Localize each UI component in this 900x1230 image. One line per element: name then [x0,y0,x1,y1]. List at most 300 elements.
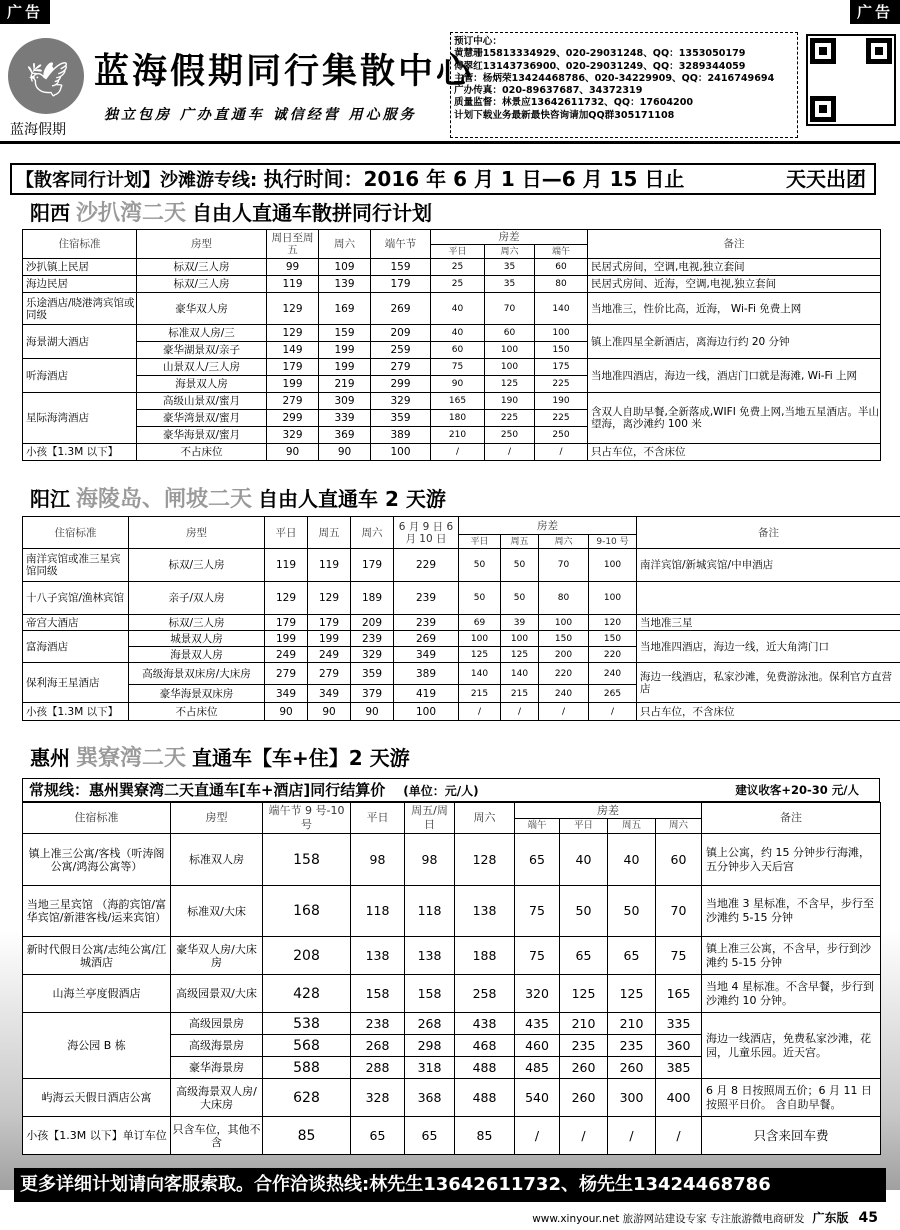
price: 260 [560,1057,608,1079]
seagull-icon: 🕊 [26,60,70,100]
price: 60 [656,834,702,886]
price: 329 [371,393,431,410]
table-row [23,549,900,582]
col-header: 周六 [455,803,515,834]
price: 75 [431,359,485,376]
price: 60 [535,259,588,276]
table-row [23,834,881,886]
col-header: 周日至周五 [267,230,319,259]
price: 100 [589,582,637,615]
price: 128 [455,834,515,886]
contact-line: 质量监督：林景应13642611732、QQ：17604200 [454,97,694,109]
price: 98 [351,834,405,886]
price: 150 [589,631,637,647]
price: 69 [459,615,501,631]
contact-box [450,32,798,138]
price: / [539,703,589,721]
price: 100 [539,615,589,631]
remark: 民居式房间，空调,电视,独立套间 [588,259,881,276]
price: 90 [351,703,394,721]
table-row [23,1013,881,1035]
hotel-name: 星际海湾酒店 [23,393,137,444]
ad-tag-right: 广告 [850,0,900,24]
price: 158 [263,834,351,886]
price: 329 [267,427,319,444]
col-subheader: 平日 [459,535,501,549]
price: 588 [263,1057,351,1079]
price: 628 [263,1079,351,1117]
price: 125 [459,647,501,663]
price: 369 [319,427,371,444]
table-row [23,325,881,342]
page-number: 45 [858,1210,878,1226]
section1-dest: 沙扒湾二天 [76,201,187,226]
price: 349 [394,647,459,663]
price: 299 [371,376,431,393]
col-header: 房差 [431,230,588,245]
page-footer [532,1208,878,1229]
room-type: 不占床位 [137,444,267,461]
price: 158 [405,975,455,1013]
section1-place: 阳西 [30,201,70,225]
price: 75 [656,937,702,975]
price: 389 [371,427,431,444]
room-type: 不占床位 [129,703,265,721]
table-row [23,393,881,410]
price: 258 [455,975,515,1013]
col-subheader: 平日 [431,245,485,259]
huizhou-price-table [22,802,881,1155]
price: 140 [459,663,501,685]
room-type: 高级山景双/蜜月 [137,393,267,410]
header [0,24,900,144]
room-type: 山景双人/三人房 [137,359,267,376]
price: 210 [608,1013,656,1035]
price: 90 [267,444,319,461]
price: 25 [431,276,485,293]
price: 60 [431,342,485,359]
hotel-name: 乐途酒店/晓港湾宾馆或同级 [23,293,137,325]
price: 250 [485,427,535,444]
price: 249 [308,647,351,663]
price: 109 [319,259,371,276]
room-type: 标双/三人房 [129,549,265,582]
price: 225 [485,410,535,427]
price: 468 [455,1035,515,1057]
remark: 当地准 3 星标准，不含早，步行至沙滩约 5-15 分钟 [702,886,881,937]
col-subheader: 周六 [539,535,589,549]
price: 220 [539,663,589,685]
price: 100 [589,549,637,582]
price: 200 [539,647,589,663]
price: 100 [459,631,501,647]
price: 538 [263,1013,351,1035]
price: 210 [560,1013,608,1035]
contact-line: 傅翠红13143736900、020-29031249、QQ：3289344059 [454,60,746,72]
logo [8,38,84,114]
price: 100 [394,703,459,721]
price: 90 [308,703,351,721]
price: 400 [656,1079,702,1117]
remark: 民居式房间、近海，空调,电视,独立套间 [588,276,881,293]
price: 120 [589,615,637,631]
col-header: 房差 [515,803,702,819]
price: 225 [535,410,588,427]
col-header: 周五/周日 [405,803,455,834]
price: 235 [560,1035,608,1057]
price: 119 [265,549,308,582]
remark: 镇上准四星全新酒店，离海边行约 20 分钟 [588,325,881,359]
price: 119 [267,276,319,293]
price: / [515,1117,560,1155]
price: 239 [394,582,459,615]
banner-daily: 天天出团 [786,167,866,191]
room-type: 豪华湖景双/亲子 [137,342,267,359]
ad-tag-left: 广告 [0,0,50,24]
remark: 镇上公寓，约 15 分钟步行海滩，五分钟步入天后宫 [702,834,881,886]
price: 125 [560,975,608,1013]
section2-place: 阳江 [30,487,70,511]
room-type: 标双/三人房 [137,276,267,293]
price: 70 [656,886,702,937]
price: 129 [308,582,351,615]
hotel-name: 海景湖大酒店 [23,325,137,359]
hotel-name: 当地三星宾馆 （海韵宾馆/富华宾馆/新港客栈/运来宾馆） [23,886,171,937]
price: 435 [515,1013,560,1035]
price: 199 [265,631,308,647]
remark: 当地准三，性价比高，近海， Wi-Fi 免费上网 [588,293,881,325]
price: 129 [267,325,319,342]
col-header: 房型 [129,517,265,549]
price: 235 [608,1035,656,1057]
banner-period: 执行时间：2016 年 6 月 1 日—6 月 15 日止 [263,167,685,191]
price: / [608,1117,656,1155]
price: 540 [515,1079,560,1117]
price: 90 [265,703,308,721]
price: 260 [560,1079,608,1117]
hotel-name: 南洋宾馆或准三星宾馆同级 [23,549,129,582]
price: 65 [515,834,560,886]
col-header: 备注 [702,803,881,834]
price: 118 [405,886,455,937]
hotel-name: 小孩【1.3M 以下】单订车位 [23,1117,171,1155]
price: / [431,444,485,461]
price: 265 [589,685,637,703]
price: 150 [539,631,589,647]
footer-hotline: 更多详细计划请向客服索取。合作洽谈热线:林先生13642611732、杨先生13424468786 [14,1168,886,1202]
price: 129 [265,582,308,615]
section2-heading: 自由人直通车 2 天游 [258,487,446,511]
price: 279 [371,359,431,376]
price: 199 [308,631,351,647]
col-header: 备注 [588,230,881,259]
price: 199 [319,359,371,376]
price: 98 [405,834,455,886]
room-type: 亲子/双人房 [129,582,265,615]
price: 90 [431,376,485,393]
col-subheader: 端午 [515,819,560,834]
remark: 海边一线酒店，私家沙滩，免费游泳池。保利官方直营店 [637,663,900,703]
remark: 镇上准三公寓，不含早，步行到沙滩约 5-15 分钟 [702,937,881,975]
price: 209 [351,615,394,631]
section1-title [30,199,432,228]
price: 100 [485,342,535,359]
remark: 6 月 8 日按照周五价；6 月 11 日按照平日价。 含自助早餐。 [702,1079,881,1117]
price: 240 [589,663,637,685]
price: 279 [267,393,319,410]
price: 269 [394,631,459,647]
price: 320 [515,975,560,1013]
price: 269 [371,293,431,325]
price: 239 [394,615,459,631]
col-subheader: 周五 [501,535,539,549]
price: 25 [431,259,485,276]
price: 139 [319,276,371,293]
hotel-name: 海边民居 [23,276,137,293]
price: 360 [656,1035,702,1057]
price: 190 [535,393,588,410]
col-header: 住宿标准 [23,803,171,834]
price: 210 [431,427,485,444]
price: 359 [371,410,431,427]
col-header: 房差 [459,517,637,535]
table-row [23,937,881,975]
price: / [459,703,501,721]
contact-line: 黄慧珊15813334929、020-29031248、QQ：1353050179 [454,48,746,60]
hotel-name: 帝宫大酒店 [23,615,129,631]
col-subheader: 平日 [560,819,608,834]
price: 179 [308,615,351,631]
price: 208 [263,937,351,975]
price: 65 [560,937,608,975]
contact-line: 主管：杨炳荣13424468786、020-34229909、QQ：2416749694 [454,72,775,84]
price: 190 [485,393,535,410]
regular-line-header [22,778,880,802]
room-type: 高级园景双/大床 [171,975,263,1013]
slogan: 独立包房 广办直通车 诚信经营 用心服务 [104,107,417,123]
room-type: 高级海景房 [171,1035,263,1057]
room-type: 豪华双人房 [137,293,267,325]
schedule-banner [10,163,876,195]
col-subheader: 周五 [608,819,656,834]
remark: 海边一线酒店，免费私家沙滩，花园，儿童乐园。近天宫。 [702,1013,881,1079]
price: 138 [351,937,405,975]
price: 99 [267,259,319,276]
hotel-name: 沙扒镇上民居 [23,259,137,276]
price: 298 [405,1035,455,1057]
price: 220 [589,647,637,663]
price: 75 [515,937,560,975]
header-row [23,517,900,535]
col-subheader: 9-10 号 [589,535,637,549]
room-type: 标准双人房 [171,834,263,886]
site-info: www.xinyour.net 旅游网站建设专家 专注旅游微电商研发 [532,1213,805,1225]
contact-line: 计划下载业务最新最快咨询请加QQ群305171108 [454,109,675,121]
price: 80 [535,276,588,293]
room-type: 高级海景双床房/大床房 [129,663,265,685]
remark: 当地准三星 [637,615,900,631]
room-type: 高级海景双人房/大床房 [171,1079,263,1117]
price: 35 [485,259,535,276]
price: 349 [308,685,351,703]
price: 100 [485,359,535,376]
price: 368 [405,1079,455,1117]
col-header: 平日 [265,517,308,549]
contact-line: 广办传真：020-89637687、34372319 [454,85,643,97]
remark: 南洋宾馆/新城宾馆/中申酒店 [637,549,900,582]
price: / [589,703,637,721]
col-header: 周五 [308,517,351,549]
edition-label: 广东版 [812,1211,849,1225]
price: 40 [431,325,485,342]
table-row [23,293,881,325]
col-header: 6 月 9 日 6 月 10 日 [394,517,459,549]
price: 40 [431,293,485,325]
price: 168 [263,886,351,937]
remark: 当地准四酒店，海边一线，酒店门口就是海滩, Wi-Fi 上网 [588,359,881,393]
col-header: 平日 [351,803,405,834]
table-row [23,975,881,1013]
room-type: 豪华湾景双/蜜月 [137,410,267,427]
price: 50 [501,582,539,615]
col-header: 房型 [137,230,267,259]
hotel-name: 山海兰亭度假酒店 [23,975,171,1013]
price: / [656,1117,702,1155]
price: 359 [351,663,394,685]
hotel-name: 小孩【1.3M 以下】 [23,703,129,721]
table-row [23,886,881,937]
price: 165 [656,975,702,1013]
price: 288 [351,1057,405,1079]
price: 209 [371,325,431,342]
remark: 只占车位，不含床位 [637,703,900,721]
table-row [23,703,900,721]
room-type: 高级园景房 [171,1013,263,1035]
price: 50 [501,549,539,582]
section3-title [30,744,410,773]
price: 65 [608,937,656,975]
price: 65 [351,1117,405,1155]
remark: 当地准四酒店，海边一线，近大角湾门口 [637,631,900,663]
table-row [23,663,900,685]
price: 225 [535,376,588,393]
col-header: 端午节 [371,230,431,259]
table-row [23,444,881,461]
col-header: 周六 [351,517,394,549]
col-header: 备注 [637,517,900,549]
price: 85 [455,1117,515,1155]
price: 118 [351,886,405,937]
yangjiang-price-table [22,516,900,721]
price: 140 [501,663,539,685]
room-type: 豪华双人房/大床房 [171,937,263,975]
price: 249 [265,647,308,663]
remark: 只含来回车费 [702,1117,881,1155]
price: 138 [405,937,455,975]
price: 119 [308,549,351,582]
price: 159 [319,325,371,342]
remark [637,582,900,615]
price: 199 [319,342,371,359]
room-type: 标准双/大床 [171,886,263,937]
price: 140 [535,293,588,325]
table-row [23,582,900,615]
price: 279 [308,663,351,685]
table-row [23,615,900,631]
price: 279 [265,663,308,685]
price: 50 [608,886,656,937]
price: 339 [319,410,371,427]
room-type: 豪华海景双/蜜月 [137,427,267,444]
price: 488 [455,1079,515,1117]
room-type: 标双/三人房 [137,259,267,276]
col-subheader: 周六 [656,819,702,834]
unit-label: (单位：元/人) [403,784,479,798]
price: 300 [608,1079,656,1117]
remark: 只占车位，不含床位 [588,444,881,461]
price: 309 [319,393,371,410]
hotel-name: 镇上准三公寓/客栈（听涛阁公寓/鸿海公寓等） [23,834,171,886]
room-type: 海景双人房 [129,647,265,663]
price: 239 [351,631,394,647]
price: 169 [319,293,371,325]
col-subheader: 端午 [535,245,588,259]
col-subheader: 周六 [485,245,535,259]
room-type: 豪华海景双床房 [129,685,265,703]
room-type: 标双/三人房 [129,615,265,631]
price: 419 [394,685,459,703]
price: 179 [351,549,394,582]
section2-title [30,485,446,514]
price: 65 [405,1117,455,1155]
price: 335 [656,1013,702,1035]
price: 389 [394,663,459,685]
contact-line: 预订中心： [454,36,502,47]
price: 328 [351,1079,405,1117]
section2-dest: 海陵岛、闸坡二天 [76,487,253,512]
section1-heading: 自由人直通车散拼同行计划 [192,201,433,225]
price: 179 [267,359,319,376]
price: 259 [371,342,431,359]
price: 215 [459,685,501,703]
price: 50 [459,549,501,582]
remark: 当地 4 星标准。不含早餐，步行到沙滩约 10 分钟。 [702,975,881,1013]
hotel-name: 富海酒店 [23,631,129,663]
col-header: 房型 [171,803,263,834]
hotel-name: 十八子宾馆/渔林宾馆 [23,582,129,615]
price: 180 [431,410,485,427]
price: 428 [263,975,351,1013]
price: 35 [485,276,535,293]
table-row [23,276,881,293]
price: 60 [485,325,535,342]
price: 138 [455,886,515,937]
logo-text: 蓝海假期 [10,122,66,138]
price: 240 [539,685,589,703]
price: 238 [351,1013,405,1035]
room-type: 海景双人房 [137,376,267,393]
price: 75 [515,886,560,937]
price: 40 [608,834,656,886]
header-row [23,803,881,819]
price: 100 [535,325,588,342]
price: 189 [351,582,394,615]
price: 460 [515,1035,560,1057]
price: 179 [371,276,431,293]
yangxi-price-table [22,229,881,461]
room-type: 标准双人房/三 [137,325,267,342]
qr-code [806,34,896,126]
